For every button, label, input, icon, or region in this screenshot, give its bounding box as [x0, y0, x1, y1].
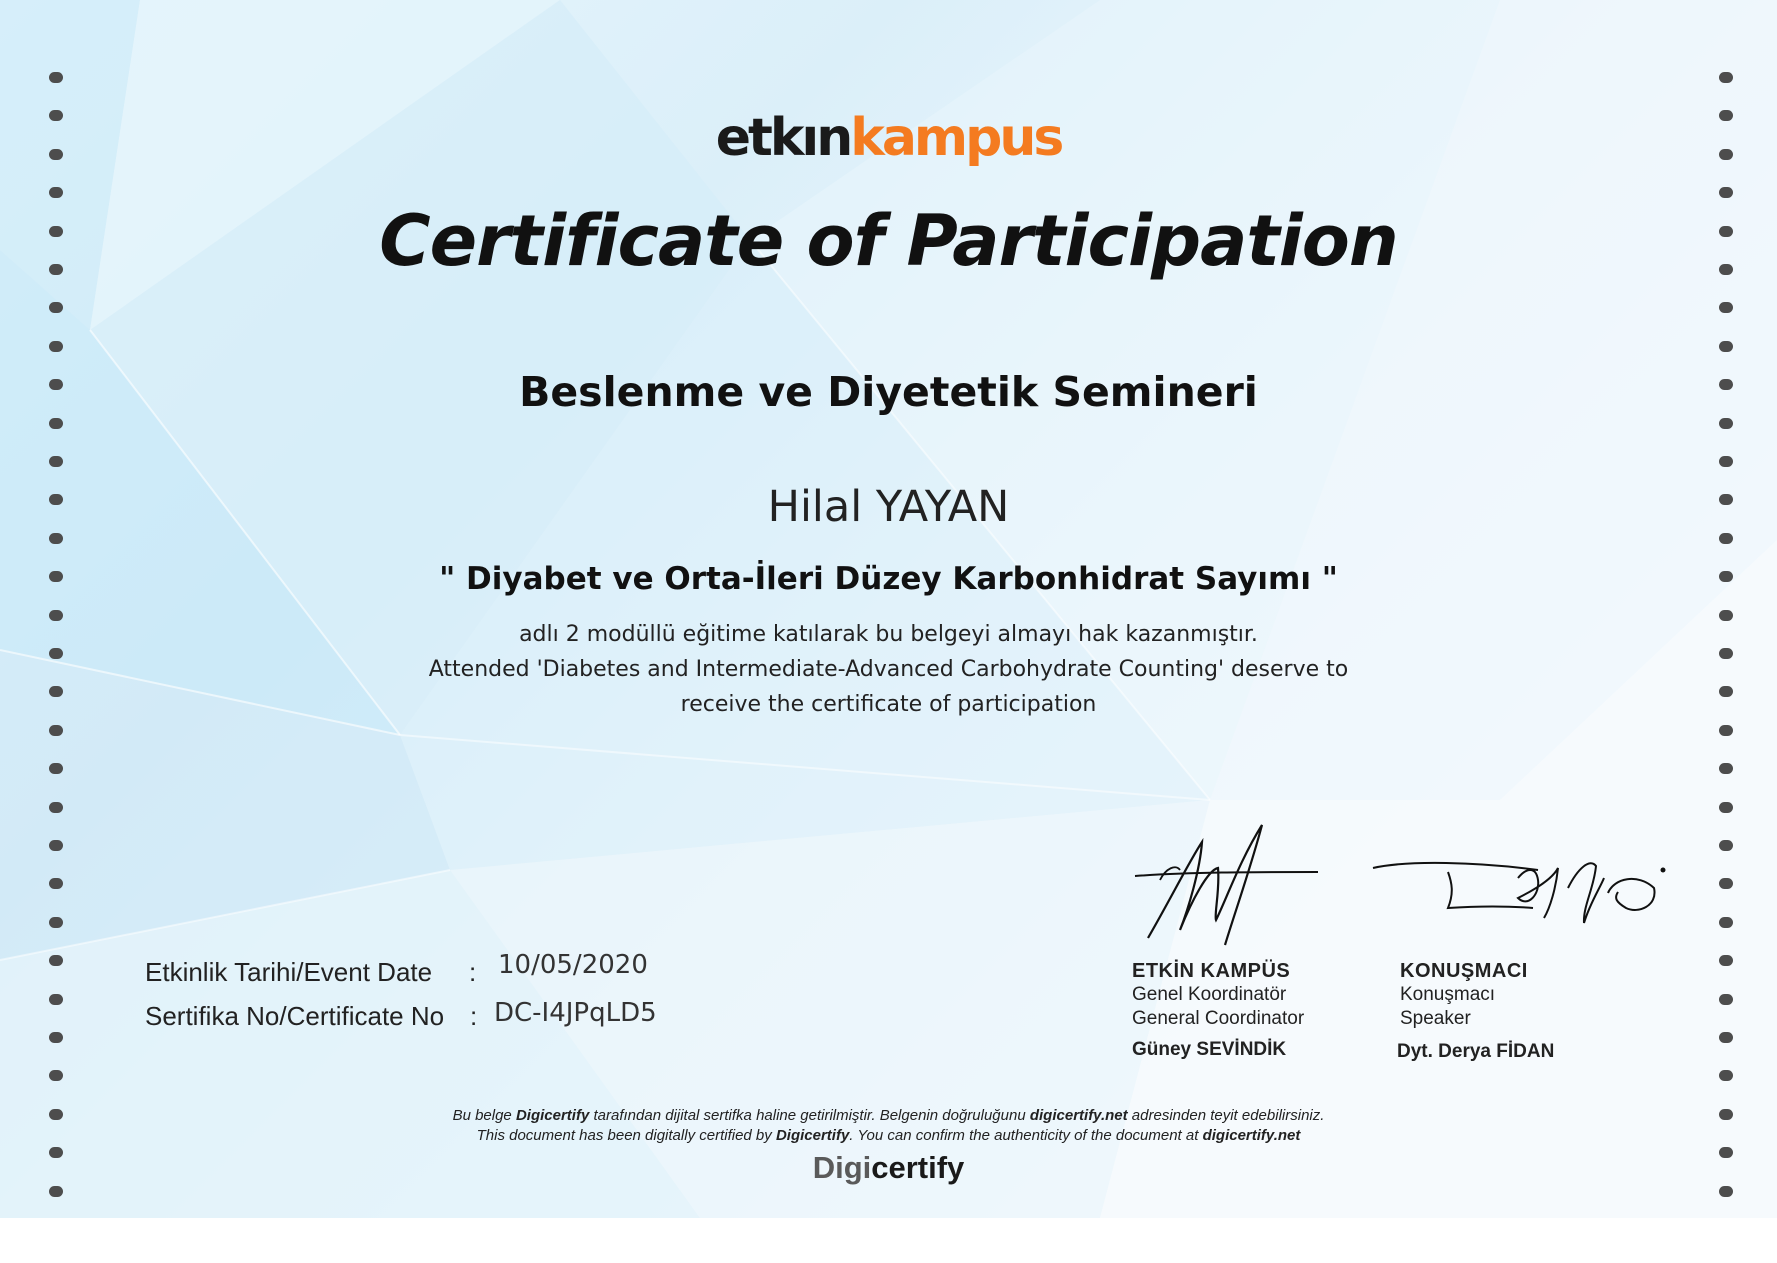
brand-certify: certify	[871, 1150, 965, 1185]
border-dot	[1719, 878, 1733, 889]
certificate-no-label: Sertifika No/Certificate No	[145, 1001, 445, 1031]
speaker-signature	[1368, 848, 1678, 938]
speaker-role-en: Speaker	[1400, 1008, 1471, 1029]
border-dot	[1719, 533, 1733, 544]
border-dot	[49, 917, 63, 928]
right-dot-border	[1719, 0, 1739, 1218]
border-dot	[49, 725, 63, 736]
border-dot	[49, 341, 63, 352]
border-dot	[1719, 1032, 1733, 1043]
footer2-url: digicertify.net	[1202, 1127, 1301, 1144]
certificate-no-value: DC-I4JPqLD5	[494, 998, 657, 1028]
border-dot	[1719, 1070, 1733, 1081]
footer2-brand: Digicertify	[775, 1127, 850, 1144]
border-dot	[49, 302, 63, 313]
border-dot	[1719, 994, 1733, 1005]
footer-note-turkish	[0, 1107, 1777, 1124]
border-dot	[49, 1070, 63, 1081]
border-dot	[49, 456, 63, 467]
footer1-text-e: adresinden teyit edebilirsiniz.	[1127, 1107, 1325, 1124]
coordinator-role-en: General Coordinator	[1132, 1008, 1305, 1029]
left-dot-border	[49, 0, 69, 1218]
border-dot	[1719, 917, 1733, 928]
border-dot	[49, 610, 63, 621]
event-date-label: Etkinlik Tarihi/Event Date	[145, 957, 433, 987]
footer2-text-a: This document has been digitally certified by	[476, 1127, 776, 1144]
border-dot	[1719, 341, 1733, 352]
border-dot	[49, 533, 63, 544]
border-dot	[1719, 802, 1733, 813]
speaker-role-tr: Konuşmacı	[1400, 984, 1496, 1005]
border-dot	[1719, 456, 1733, 467]
description-english-line1: Attended 'Diabetes and Intermediate-Advanced Carbohydrate Counting' deserve to	[428, 657, 1349, 682]
certificate-no-colon: :	[470, 1001, 478, 1031]
description-turkish: adlı 2 modüllü eğitime katılarak bu belgeyi almayı hak kazanmıştır.	[519, 622, 1258, 647]
logo-dark-text: etkın	[715, 108, 851, 168]
brand-digi: Digi	[812, 1150, 872, 1185]
signature-block-speaker	[1397, 960, 1555, 1063]
coordinator-name: Güney SEVİNDİK	[1132, 1039, 1287, 1060]
border-dot	[49, 840, 63, 851]
etkinkampus-logo	[0, 108, 1777, 168]
border-dot	[49, 187, 63, 198]
digicertify-logo	[0, 1150, 1777, 1186]
border-dot	[1719, 955, 1733, 966]
certificate-title: Certificate of Participation	[379, 200, 1398, 282]
footer2-text-c: . You can confirm the authenticity of the document at	[849, 1127, 1203, 1144]
seminar-title: Beslenme ve Diyetetik Semineri	[519, 368, 1258, 416]
footer-note-english	[0, 1127, 1777, 1144]
coordinator-signature	[1130, 820, 1335, 950]
course-title: " Diyabet ve Orta-İleri Düzey Karbonhidrat Sayımı "	[439, 561, 1338, 597]
recipient-name: Hilal YAYAN	[767, 482, 1010, 532]
border-dot	[49, 955, 63, 966]
border-dot	[1719, 1186, 1733, 1197]
border-dot	[1719, 840, 1733, 851]
footer1-brand: Digicertify	[515, 1107, 590, 1124]
border-dot	[1719, 302, 1733, 313]
border-dot	[49, 1186, 63, 1197]
border-dot	[1719, 610, 1733, 621]
border-dot	[49, 878, 63, 889]
event-date-value: 10/05/2020	[498, 950, 648, 980]
logo-orange-text: kampus	[850, 108, 1062, 168]
footer1-url: digicertify.net	[1029, 1107, 1128, 1124]
border-dot	[1719, 763, 1733, 774]
border-dot	[49, 72, 63, 83]
border-dot	[1719, 72, 1733, 83]
signature-block-coordinator	[1132, 960, 1304, 1061]
border-dot	[49, 994, 63, 1005]
coordinator-org: ETKİN KAMPÜS	[1132, 960, 1291, 982]
border-dot	[49, 802, 63, 813]
coordinator-role-tr: Genel Koordinatör	[1132, 984, 1287, 1005]
speaker-org: KONUŞMACI	[1400, 960, 1528, 982]
footer1-text-c: tarafından dijital sertifka haline getirilmiştir. Belgenin doğruluğunu	[589, 1107, 1030, 1124]
border-dot	[49, 1032, 63, 1043]
event-date-colon: :	[469, 957, 477, 987]
border-dot	[1719, 187, 1733, 198]
border-dot	[49, 763, 63, 774]
footer1-text-a: Bu belge	[452, 1107, 516, 1124]
description-english-line2: receive the certificate of participation	[680, 692, 1097, 717]
border-dot	[1719, 418, 1733, 429]
border-dot	[49, 418, 63, 429]
border-dot	[1719, 725, 1733, 736]
speaker-name: Dyt. Derya FİDAN	[1397, 1041, 1555, 1062]
